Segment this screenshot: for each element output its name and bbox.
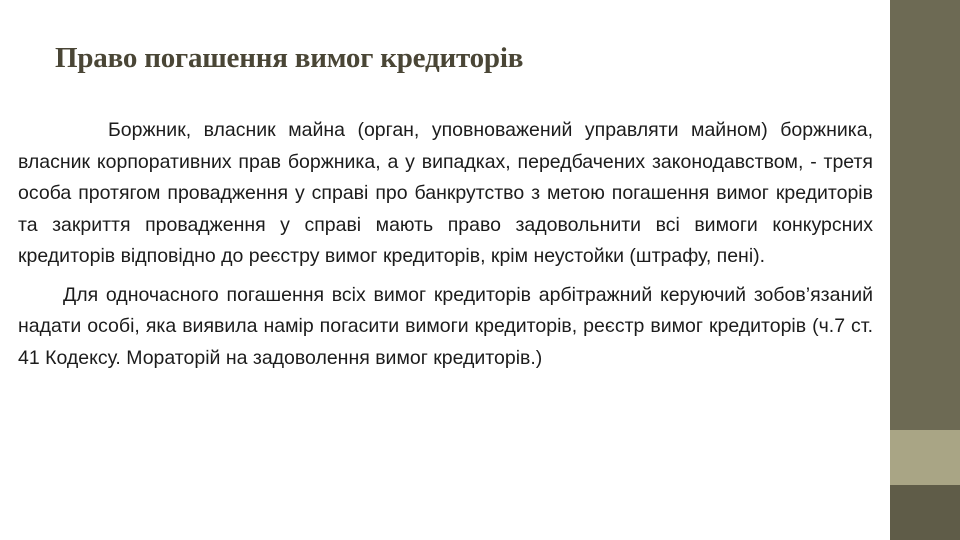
paragraph-2: Для одночасного погашення всіх вимог кредиторів арбітражний керуючий зобов’язаний надати особі, яка виявила намір погасити вимоги кредиторів, реєстр вимог кредиторів (ч.7 ст. 41 Кодексу. Мораторій на задоволення вимог кредиторів.) — [18, 283, 873, 370]
page-title: Право погашення вимог кредиторів — [55, 42, 524, 74]
body-text-block — [18, 115, 873, 375]
decor-bar-bottom — [890, 485, 960, 540]
paragraph-1: Боржник, власник майна (орган, уповноважений управляти майном) боржника, власник корпоративних прав боржника, а у випадках, передбачених законодавством, - третя особа протягом провадження у справі про банкрутство з метою погашення вимог кредиторів та закриття провадження у справі мають право задовольнити всі вимоги конкурсних кредиторів відповідно до реєстру вимог кредиторів, крім неустойки (штрафу, пені). — [18, 119, 873, 268]
decor-bar-middle — [890, 430, 960, 485]
decor-bar-top — [890, 0, 960, 430]
decorative-side-strip — [890, 0, 960, 540]
